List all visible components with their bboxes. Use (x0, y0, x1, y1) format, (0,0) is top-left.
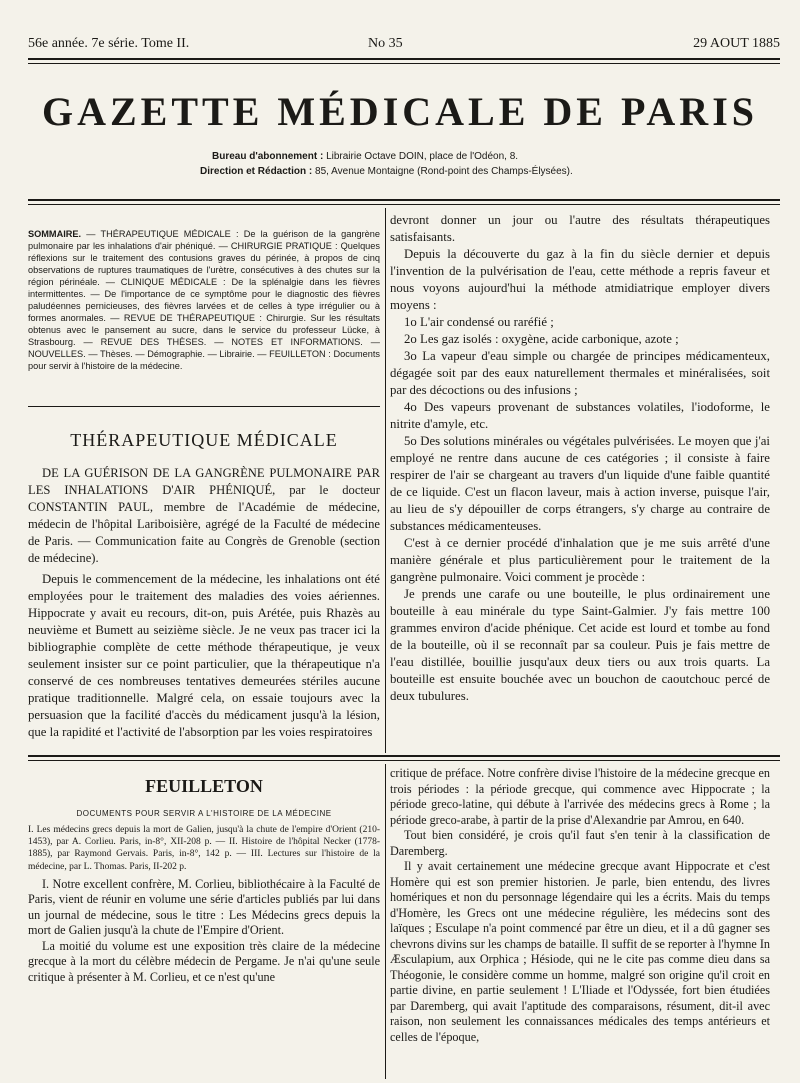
issue-date: 29 AOUT 1885 (693, 36, 780, 51)
direction-text: 85, Avenue Montaigne (Rond-point des Champs-Élysées). (315, 166, 573, 177)
feuilleton-subtitle: DOCUMENTS POUR SERVIR A L'HISTOIRE DE LA MÉDECINE (76, 809, 332, 818)
column-divider-bottom (385, 764, 386, 1079)
masthead-rule (28, 199, 780, 201)
paragraph: La moitié du volume est une exposition très claire de la médecine grecque à la mort du célèbre médecin de Pergame. Je n'ai qu'une seule critique à présenter à M. Corlieu, et ce n'est qu'une (28, 938, 380, 984)
paragraph: devront donner un jour ou l'autre des résultats thérapeutiques satisfaisants. (390, 213, 770, 244)
direction-line (200, 166, 573, 177)
header-rule-thin (28, 63, 780, 64)
subscription-text: Librairie Octave DOIN, place de l'Odéon, 8. (326, 151, 519, 162)
masthead-title: GAZETTE MÉDICALE DE PARIS (41, 89, 759, 134)
paragraph: Depuis la découverte du gaz à la fin du siècle dernier et depuis l'invention de la pulvérisation de l'eau, cette méthode a repris faveur et nous voyons aujourd'hui la méthode atmidiatrique employer divers moyens : (390, 247, 770, 312)
list-item: 4o Des vapeurs provenant de substances volatiles, l'iodoforme, le nitrite d'amyle, etc. (390, 400, 770, 431)
list-item: 1o L'air condensé ou raréfié ; (404, 315, 554, 329)
feuilleton-section (28, 776, 380, 985)
therapeutique-title: THÉRAPEUTIQUE MÉDICALE (70, 430, 338, 450)
therapeutique-section (28, 430, 380, 741)
masthead-rule-thin (28, 204, 780, 205)
sommaire-rule (28, 406, 380, 407)
paragraph: Je prends une carafe ou une bouteille, le plus ordinairement une bouteille à eau minérale du type Saint-Galmier. J'y fais mettre 100 grammes environ d'acide phénique. Cet acide est lourd et tombe au fond de la bouteille, où il se reconnaît par sa couleur. Puis je fais mettre de l'eau distillée, bouillie jusqu'aux deux tiers ou aux trois quarts. La bouteille est ensuite bouchée avec un bouchon de caoutchouc percé de deux tubulures. (390, 587, 770, 703)
paragraph: Tout bien considéré, je crois qu'il faut s'en tenir à la classification de Daremberg. (390, 828, 770, 858)
paragraph: Il y avait certainement une médecine grecque avant Hippocrate et c'est Homère qui est son premier historien. Je parle, bien entendu, des livres homériques et non du personnage légendaire qui les a écrits. Mais du temps d'Homère, les Grecs ont une médecine régulière, les médecins sont des laïques ; Esculape n'a point commencé par être un dieu, et il a dû gagner ses chevrons divins sur les champs de bataille. Il suffit de se reporter à l'hymne In Æsculapium, aux Orphica ; Hésiode, qui ne le cite pas comme dieu dans sa Théogonie, le considère comme un homme, malgré son origine qu'il croit en partie divine, en partie seulement ! L'Iliade et l'Odyssée, fort bien étudiées par Daremberg, qui avait l'aptitude des comparaisons, résument, dit-il avec raison, non seulement les connaissances médicales des temps antérieurs et celles de l'époque, (390, 859, 771, 1044)
article-heading: DE LA GUÉRISON DE LA GANGRÈNE PULMONAIRE PAR LES INHALATIONS D'AIR PHÉNIQUÉ, par le docteur CONSTANTIN PAUL, membre de l'Académie de médecine, médecin de l'hôpital Lariboisière, agrégé de la Faculté de médecine de Paris. — Communication faite au Congrès de Grenoble (section de médecine). (28, 466, 380, 565)
issue-number: No 35 (368, 36, 403, 51)
paragraph: Depuis le commencement de la médecine, les inhalations ont été employées pour le traitement des maladies des voies aériennes. Hippocrate y avait eu recours, dit-on, puis Arétée, puis Rhazès au neuvième et Bumett au seizième siècle. Je ne veux pas tracer ici la bibliographie complète de cette méthode thérapeutique, je veux seulement insister sur ce point particulier, que la thérapeutique n'a conservé de ces nombreuses tentatives demeurées stériles aucune pratique traditionnelle. Malgré cela, on essaie toujours avec la persuasion que la facilité d'accès du médicament jusqu'à la lésion, que la rapidité et l'activité de l'absorption par les voies respiratoires (28, 572, 380, 739)
feuilleton-body-right (390, 766, 770, 1045)
paragraph: critique de préface. Notre confrère divise l'histoire de la médecine grecque en trois périodes : la période grecque, qui commence avec Hippocrate ; la période greco-latine, qui débute à l'arrivée des médecins grecs à Rome ; la période greco-arabe, à partir de la prise d'Alexandrie par Amrou, en 640. (390, 766, 770, 827)
feuilleton-references: I. Les médecins grecs depuis la mort de Galien, jusqu'à la chute de l'empire d'Orient (210-1453), par A. Corlieu. Paris, in-8°, XII-208 p. — II. Histoire de l'hôpital Necker (1778-1885), par Raymond Gervais. Paris, in-8°, 142 p. — III. Lectures sur l'histoire de la médecine, par L. Thomas. Paris, II-202 p. (28, 825, 380, 872)
list-item: 5o Des solutions minérales ou végétales pulvérisées. Le moyen que j'ai employé ne rentre dans aucune de ces catégories ; il consiste à faire respirer de l'air se chargeant au travers d'un liquide d'une faible quantité de ce liquide. C'est un flacon laveur, mais à action inverse, puisque l'air, au lieu de s'y dépouiller de corps étrangers, s'y charge au contraire de substances médicamenteuses. (390, 434, 770, 533)
subscription-line (212, 151, 518, 162)
feuilleton-rule (28, 755, 780, 757)
list-item: 2o Les gaz isolés : oxygène, acide carbonique, azote ; (404, 332, 679, 346)
subscription-label: Bureau d'abonnement : (212, 151, 324, 162)
feuilleton-body-left (28, 877, 380, 986)
paragraph: C'est à ce dernier procédé d'inhalation que je me suis arrêté d'une manière générale et plus particulièrement pour le traitement de la gangrène pulmonaire. Voici comment je procède : (390, 536, 770, 584)
feuilleton-title: FEUILLETON (145, 776, 263, 796)
therapeutique-body-left (28, 571, 380, 741)
issue-header (28, 36, 780, 60)
list-item: 3o La vapeur d'eau simple ou chargée de principes médicamenteux, dégagée soit par des eaux naturellement thermales et minéralisées, soit par des décoctions ou des infusions ; (390, 349, 770, 397)
feuilleton-rule-thin (28, 760, 780, 761)
issue-info: 56e année. 7e série. Tome II. (28, 36, 190, 51)
therapeutique-body-right (390, 212, 770, 705)
sommaire (28, 228, 380, 372)
sommaire-text: — THÉRAPEUTIQUE MÉDICALE : De la guérison de la gangrène pulmonaire par les inhalations d'air phéniqué. — CHIRURGIE PRATIQUE : Quelques réflexions sur le traitement des contusions graves du périnée, à propos de cinq observations de ruptures traumatiques de l'urètre, consécutives à des chutes sur la région périnéale. — CLINIQUE MÉDICALE : De la splénalgie dans les fièvres intermittentes. — De l'importance de ce symptôme pour le diagnostic des fièvres paludéennes pernicieuses, des fièvres larvées et de celles à type irrégulier ou à formes anormales. — REVUE DE THÉRAPEUTIQUE : Chirurgie. Sur les résultats obtenus avec le pansement au sucre, dans le service du professeur Lücke, à Strasbourg. — REVUE DES THÈSES. — NOTES ET INFORMATIONS. — NOUVELLES. — Thèses. — Démographie. — Librairie. — FEUILLETON : Documents pour servir à l'histoire de la médecine. (28, 229, 380, 371)
column-divider-top (385, 208, 386, 753)
methods-list (390, 314, 770, 535)
direction-label: Direction et Rédaction : (200, 166, 313, 177)
header-rule (28, 58, 780, 60)
sommaire-label: SOMMAIRE. (28, 229, 82, 239)
paragraph: I. Notre excellent confrère, M. Corlieu, bibliothécaire à la Faculté de Paris, vient de réunir en volume une série d'articles publiés par lui dans un journal de médecine, sous le titre : Les Médecins grecs depuis la mort de Galien jusqu'à la chute de l'Empire d'Orient. (28, 876, 380, 938)
